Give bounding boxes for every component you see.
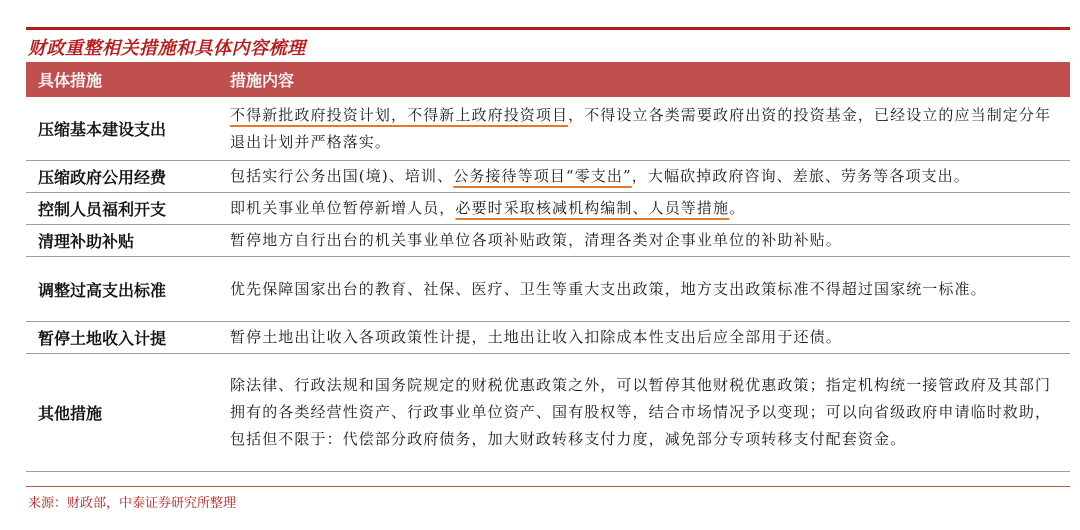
text-segment: 。 [729, 199, 746, 217]
content-cell [216, 97, 1070, 160]
text-segment: ，不得设立各类需要政府出资的投资基金，已经设立的应当制定分年退出计划并严格落实。 [230, 105, 1052, 151]
text-segment: 暂停地方自行出台的机关事业单位各项补贴政策，清理各类对企事业单位的补助补贴。 [230, 231, 842, 249]
content-cell [216, 257, 1070, 321]
text-segment: 暂停土地出让收入各项政策性计提，土地出让收入扣除成本性支出后应全部用于还债。 [230, 328, 842, 346]
content-cell [216, 225, 1070, 256]
highlighted-phrase: 不得新批政府投资计划，不得新上政府投资项目 [230, 105, 569, 124]
content-text [230, 195, 745, 222]
content-text [230, 102, 1058, 156]
table-header [26, 62, 1070, 97]
header-content: 措施内容 [230, 71, 295, 90]
text-segment: 除法律、行政法规和国务院规定的财税优惠政策之外，可以暂停其他财税优惠政策；指定机构统一接管政府及其部门拥有的各类经营性资产、行政事业单位资产、国有股权等，结合市场情况予以变现；可以向省级政府申请临时救助，包括但不限于：代偿部分政府债务，加大财政转移支付力度，减免部分专项转移支付配套资金。 [230, 376, 1052, 448]
measure-cell: 控制人员福利开支 [38, 200, 167, 219]
content-cell [216, 354, 1070, 471]
content-cell [216, 322, 1070, 353]
content-cell [216, 193, 1070, 224]
table-row [26, 97, 1070, 161]
measure-cell: 其他措施 [38, 404, 103, 423]
text-segment: ，大幅砍掉政府咨询、差旅、劳务等各项支出。 [631, 167, 970, 185]
table-row [26, 257, 1070, 322]
measure-cell: 调整过高支出标准 [38, 280, 167, 300]
source-note: 来源：财政部，中泰证券研究所整理 [28, 496, 237, 511]
top-rule [26, 27, 1070, 30]
table-row [26, 354, 1070, 472]
content-text [230, 276, 987, 303]
measure-cell: 暂停土地收入计提 [38, 329, 167, 348]
content-text [230, 227, 842, 254]
content-text [230, 372, 1058, 453]
text-segment: 即机关事业单位暂停新增人员， [230, 199, 456, 217]
bottom-rule [26, 486, 1070, 487]
table-row [26, 322, 1070, 354]
measure-cell: 清理补助补贴 [38, 232, 135, 251]
text-segment: 优先保障国家出台的教育、社保、医疗、卫生等重大支出政策，地方支出政策标准不得超过国家统一标准。 [230, 279, 987, 298]
text-segment: 包括实行公务出国(境)、培训、 [230, 167, 454, 185]
content-text [230, 324, 842, 351]
figure-title: 财政重整相关措施和具体内容梳理 [28, 38, 306, 59]
table-row [26, 193, 1070, 225]
measure-cell: 压缩政府公用经费 [38, 168, 167, 187]
highlighted-phrase: 公务接待等项目“零支出” [453, 167, 632, 185]
content-cell [216, 161, 1070, 192]
table-row [26, 161, 1070, 193]
measures-table [26, 62, 1070, 472]
measure-cell: 压缩基本建设支出 [38, 120, 167, 139]
header-measure: 具体措施 [38, 71, 103, 90]
content-text [230, 163, 970, 190]
highlighted-phrase: 必要时采取核减机构编制、人员等措施 [455, 199, 730, 217]
table-row [26, 225, 1070, 257]
